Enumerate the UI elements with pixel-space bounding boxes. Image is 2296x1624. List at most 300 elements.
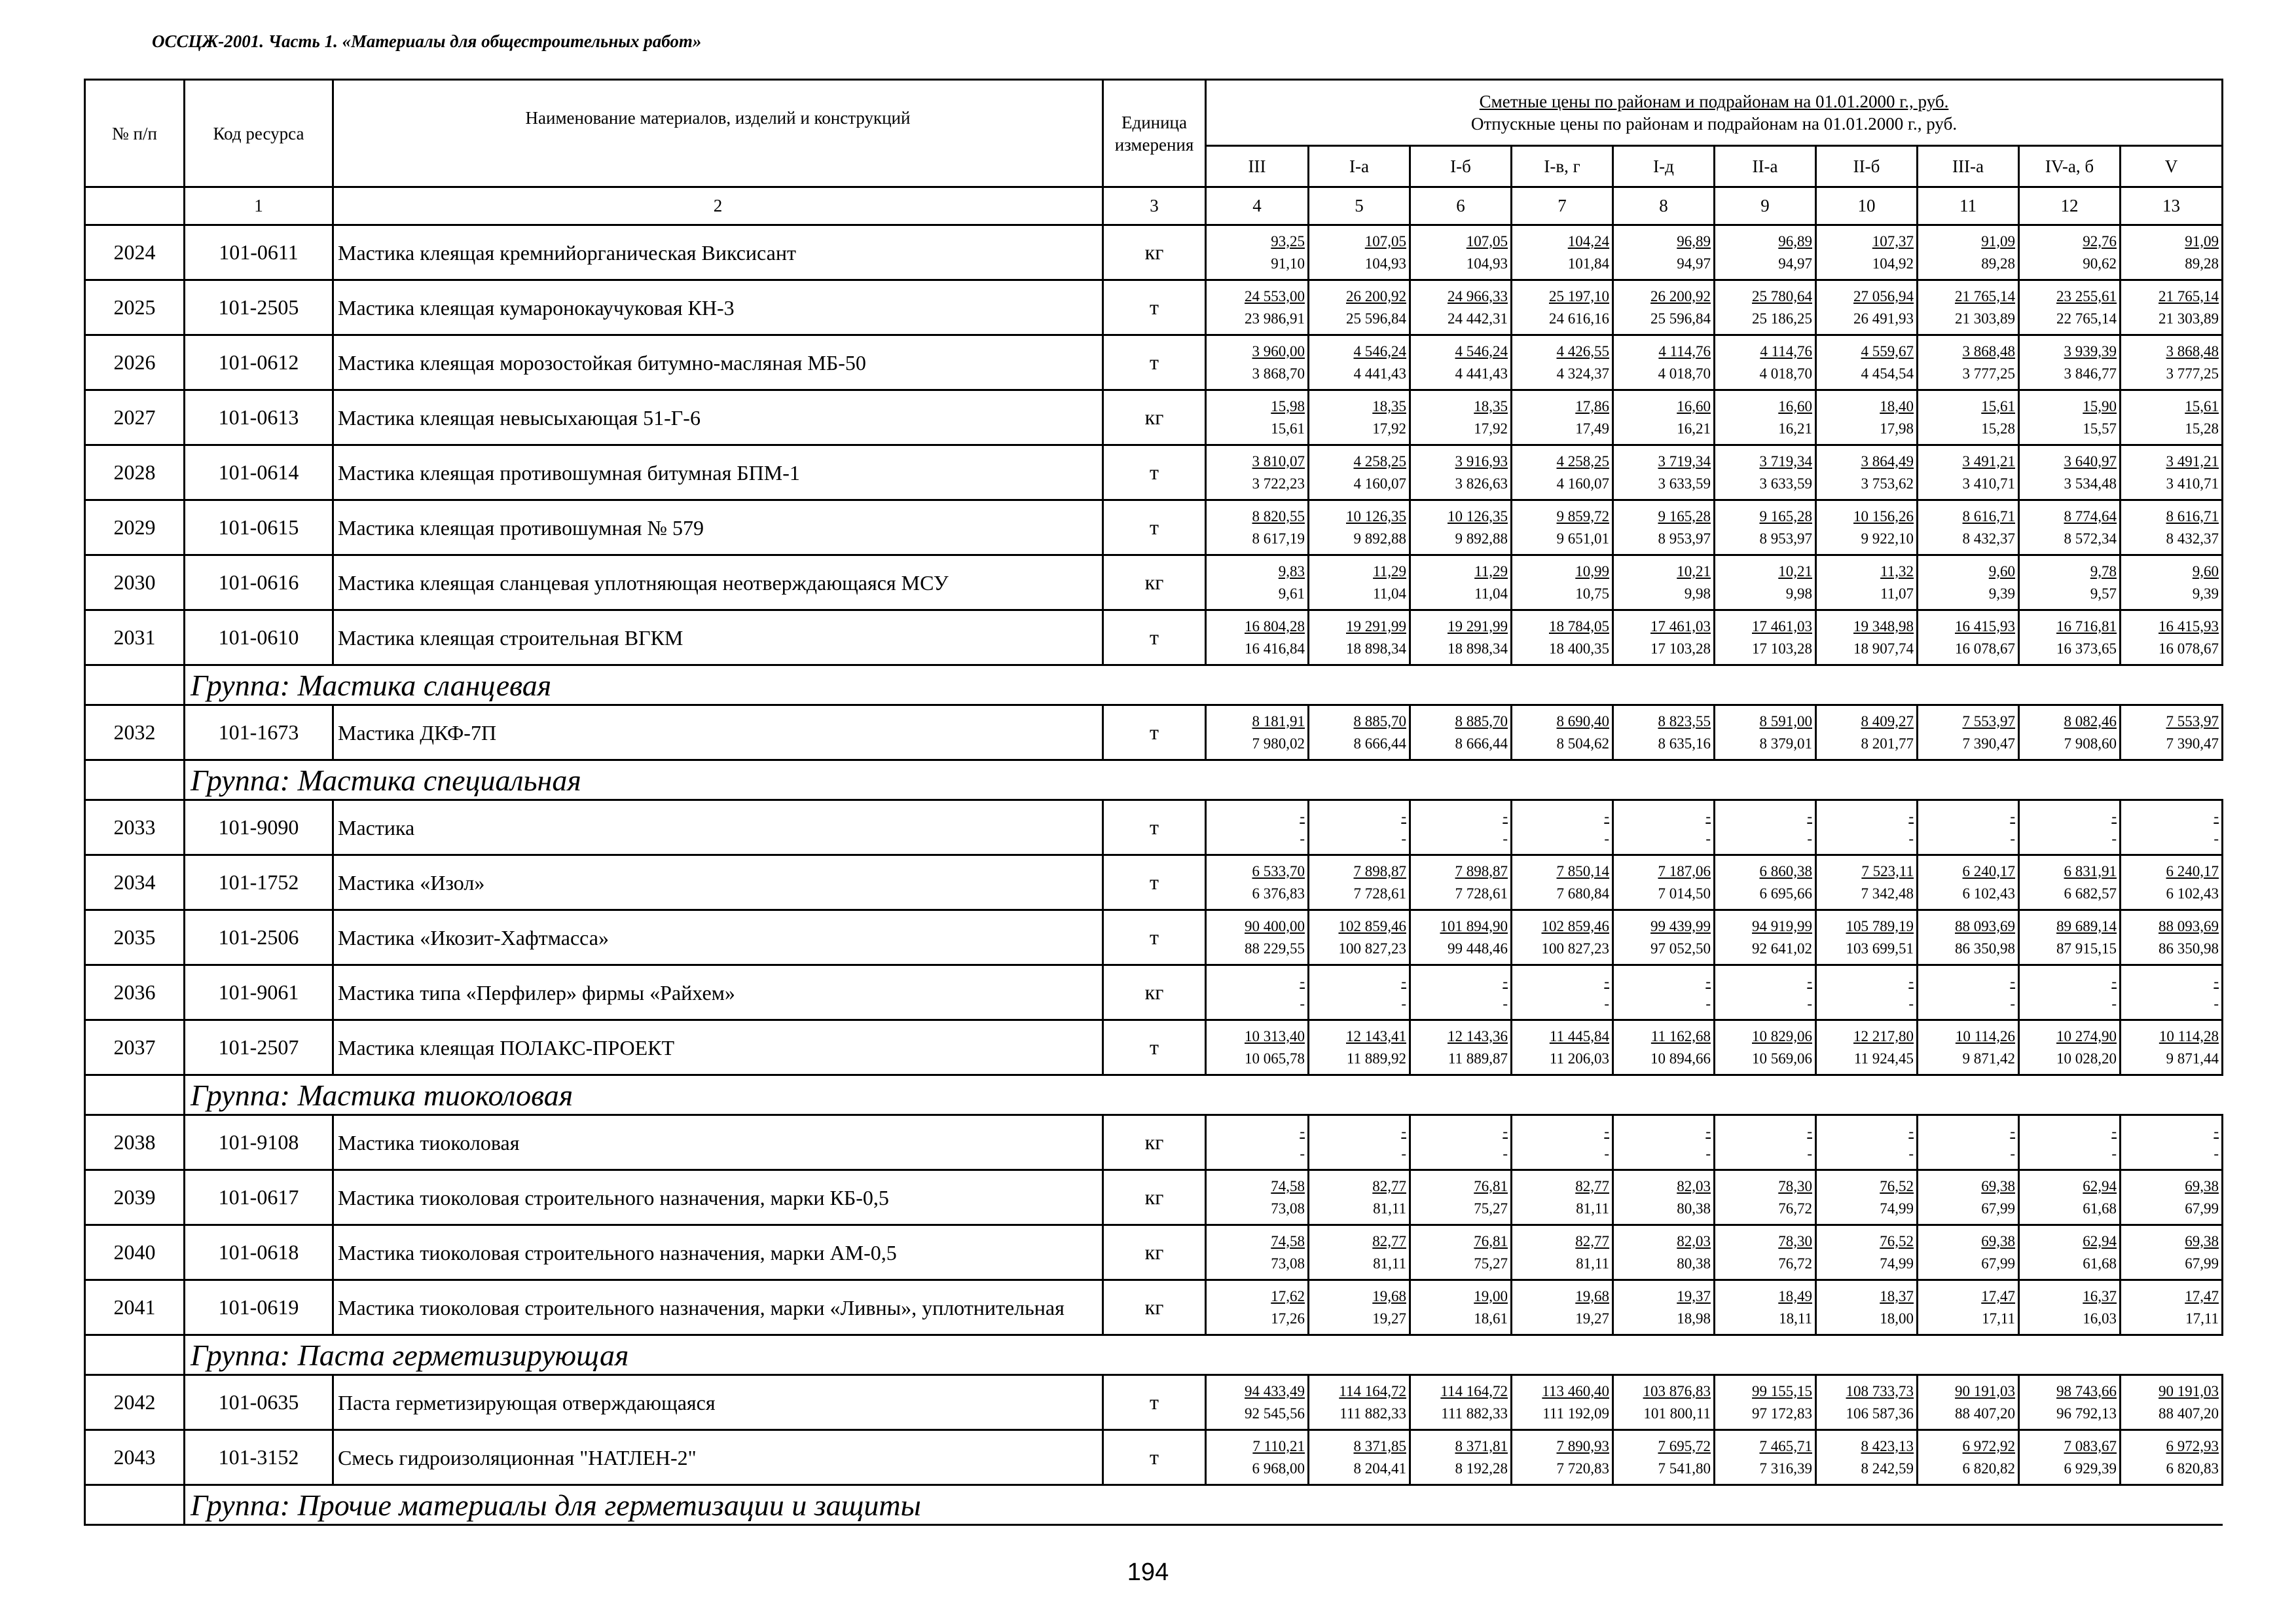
estimate-price: 10,21 (1778, 563, 1812, 580)
release-price: 81,11 (1373, 1255, 1406, 1272)
release-price: 17,92 (1372, 420, 1406, 437)
estimate-price: 3 960,00 (1252, 342, 1305, 360)
estimate-price: 11 162,68 (1650, 1027, 1711, 1044)
release-price: 89,28 (1981, 255, 2015, 272)
table-row (85, 555, 2223, 610)
price-cell (1206, 800, 1309, 855)
estimate-price: 16,60 (1778, 397, 1812, 415)
price-cell (2019, 445, 2121, 500)
group-title: Группа: Мастика сланцевая (185, 665, 2223, 705)
estimate-price: 90 191,03 (2159, 1382, 2219, 1399)
estimate-price: - (2111, 1122, 2117, 1139)
estimate-price: 4 258,25 (1556, 452, 1609, 470)
price-cell (1206, 1375, 1309, 1430)
price-cell (1206, 855, 1309, 910)
region-header: I-б (1410, 146, 1512, 187)
estimate-price: 18,49 (1778, 1287, 1812, 1304)
resource-code: 101-3152 (185, 1430, 333, 1485)
release-price: - (1908, 830, 1914, 847)
unit-of-measure: т (1103, 910, 1206, 965)
price-cell (1309, 1115, 1410, 1170)
resource-code: 101-0610 (185, 610, 333, 665)
release-price: 61,68 (2083, 1200, 2117, 1217)
release-price: 86 350,98 (2159, 940, 2219, 957)
release-price: 9,57 (2090, 585, 2117, 602)
material-name: Мастика «Изол» (333, 855, 1103, 910)
row-number: 2037 (85, 1020, 185, 1075)
price-cell (1206, 610, 1309, 665)
estimate-price: 15,90 (2083, 397, 2117, 415)
estimate-price: 8 616,71 (2166, 507, 2219, 525)
table-row (85, 500, 2223, 555)
release-price: 86 350,98 (1955, 940, 2015, 957)
estimate-price: 4 258,25 (1353, 452, 1406, 470)
estimate-price: 94 919,99 (1752, 917, 1812, 934)
estimate-price: 99 439,99 (1650, 917, 1711, 934)
estimate-price: 9,60 (1988, 563, 2015, 580)
release-price: 67,99 (2185, 1200, 2219, 1217)
price-cell (1816, 965, 1918, 1020)
estimate-price: - (2214, 1122, 2219, 1139)
price-cell (1512, 500, 1613, 555)
price-cell (1309, 390, 1410, 445)
release-price: 9 892,88 (1353, 530, 1406, 547)
release-price: 96 792,13 (2056, 1405, 2117, 1422)
column-index: 2 (333, 187, 1103, 225)
estimate-price: 10 114,26 (1955, 1027, 2015, 1044)
estimate-price: 15,61 (1981, 397, 2015, 415)
group-title: Группа: Прочие материалы для герметизации и защиты (185, 1485, 2223, 1525)
release-price: 100 827,23 (1541, 940, 1609, 957)
price-cell (1918, 500, 2019, 555)
release-price: - (1604, 995, 1609, 1012)
column-index: 1 (185, 187, 333, 225)
estimate-price: 19,00 (1474, 1287, 1508, 1304)
document-header: ОССЦЖ-2001. Часть 1. «Материалы для общестроительных работ» (152, 31, 702, 51)
estimate-price: 10 156,26 (1853, 507, 1914, 525)
price-cell (1309, 1375, 1410, 1430)
estimate-price: 19,68 (1372, 1287, 1406, 1304)
price-cell (1715, 1225, 1816, 1280)
estimate-price: 8 616,71 (1962, 507, 2015, 525)
estimate-price: 19,37 (1677, 1287, 1711, 1304)
price-cell (1512, 855, 1613, 910)
estimate-price: 6 240,17 (1962, 862, 2015, 879)
estimate-price: 103 876,83 (1643, 1382, 1711, 1399)
material-name: Мастика клеящая сланцевая уплотняющая неотверждающаяся МСУ (333, 555, 1103, 610)
estimate-price: 19 291,99 (1448, 618, 1508, 635)
price-cell (1512, 1225, 1613, 1280)
row-number: 2029 (85, 500, 185, 555)
price-cell (1309, 1430, 1410, 1485)
release-price: 4 018,70 (1658, 365, 1711, 382)
material-name: Мастика клеящая морозостойкая битумно-масляная МБ-50 (333, 335, 1103, 390)
estimate-price: - (1807, 1122, 1812, 1139)
estimate-price: 8 823,55 (1658, 712, 1711, 729)
estimate-price: 25 197,10 (1549, 287, 1609, 304)
price-cell (1715, 1020, 1816, 1075)
release-price: 9 871,42 (1962, 1050, 2015, 1067)
estimate-price: 8 409,27 (1861, 712, 1914, 729)
estimate-price: 10 114,28 (2159, 1027, 2219, 1044)
release-price: 94,97 (1677, 255, 1711, 272)
price-cell (1613, 1020, 1715, 1075)
estimate-price: - (1300, 1122, 1305, 1139)
price-cell (1613, 910, 1715, 965)
price-cell (1918, 705, 2019, 760)
material-name: Мастика клеящая кремнийорганическая Виксисант (333, 225, 1103, 280)
material-name: Мастика ДКФ-7П (333, 705, 1103, 760)
price-cell (2019, 910, 2121, 965)
region-header: I-д (1613, 146, 1715, 187)
row-number: 2024 (85, 225, 185, 280)
release-price: 103 699,51 (1846, 940, 1914, 957)
price-cell (1918, 280, 2019, 335)
release-price: 11 206,03 (1549, 1050, 1609, 1067)
resource-code: 101-2506 (185, 910, 333, 965)
estimate-price: 105 789,19 (1846, 917, 1914, 934)
price-cell (1410, 1280, 1512, 1335)
price-cell (1918, 1225, 2019, 1280)
estimate-price: 7 465,71 (1759, 1437, 1812, 1454)
table-row (85, 965, 2223, 1020)
region-header: IV-а, б (2019, 146, 2121, 187)
release-price: 76,72 (1778, 1255, 1812, 1272)
release-price: 7 980,02 (1252, 735, 1305, 752)
release-price: 15,61 (1271, 420, 1305, 437)
estimate-price: 24 553,00 (1245, 287, 1305, 304)
resource-code: 101-0635 (185, 1375, 333, 1430)
release-price: 73,08 (1271, 1255, 1305, 1272)
estimate-price: 17,86 (1575, 397, 1609, 415)
price-cell (1613, 1375, 1715, 1430)
release-price: 92 641,02 (1752, 940, 1812, 957)
release-price: 99 448,46 (1448, 940, 1508, 957)
estimate-price: 8 591,00 (1759, 712, 1812, 729)
release-price: 106 587,36 (1846, 1405, 1914, 1422)
price-cell (1512, 1115, 1613, 1170)
release-price: - (1705, 830, 1711, 847)
release-price: 15,28 (2185, 420, 2219, 437)
price-cell (1816, 280, 1918, 335)
release-price: - (1503, 830, 1508, 847)
release-price: 3 826,63 (1455, 475, 1508, 492)
estimate-price: 17,47 (2185, 1287, 2219, 1304)
release-price: 8 432,37 (1962, 530, 2015, 547)
estimate-price: 6 972,93 (2166, 1437, 2219, 1454)
price-cell (2121, 910, 2223, 965)
price-cell (1309, 1280, 1410, 1335)
estimate-price: 82,03 (1677, 1177, 1711, 1194)
release-price: 10,75 (1575, 585, 1609, 602)
material-name: Мастика тиоколовая (333, 1115, 1103, 1170)
estimate-price: 69,38 (2185, 1177, 2219, 1194)
table-row (85, 445, 2223, 500)
release-price: 3 633,59 (1759, 475, 1812, 492)
estimate-price: 19 348,98 (1853, 618, 1914, 635)
estimate-price: - (2214, 972, 2219, 989)
price-cell (1918, 965, 2019, 1020)
estimate-price: 6 533,70 (1252, 862, 1305, 879)
estimate-price: 96,89 (1677, 232, 1711, 249)
price-table (84, 79, 2223, 1526)
resource-code: 101-0617 (185, 1170, 333, 1225)
price-cell (1410, 280, 1512, 335)
release-price: 87 915,15 (2056, 940, 2117, 957)
release-price: 8 504,62 (1556, 735, 1609, 752)
col-header-prices (1206, 80, 2223, 146)
release-price: 17 103,28 (1650, 640, 1711, 657)
estimate-price: 3 491,21 (1962, 452, 2015, 470)
estimate-price: 11,29 (1474, 563, 1508, 580)
price-cell (1512, 390, 1613, 445)
estimate-price: 104,24 (1567, 232, 1609, 249)
estimate-price: - (2010, 1122, 2015, 1139)
estimate-price: 21 765,14 (2159, 287, 2219, 304)
row-number: 2030 (85, 555, 185, 610)
price-cell (1410, 910, 1512, 965)
release-price: 26 491,93 (1853, 310, 1914, 327)
estimate-price: 92,76 (2083, 232, 2117, 249)
estimate-price: 3 640,97 (2064, 452, 2117, 470)
estimate-price: 8 774,64 (2064, 507, 2117, 525)
estimate-price: - (1807, 972, 1812, 989)
price-cell (1309, 1170, 1410, 1225)
price-cell (2019, 705, 2121, 760)
material-name: Мастика клеящая противошумная № 579 (333, 500, 1103, 555)
table-row (85, 280, 2223, 335)
release-price: - (1807, 995, 1812, 1012)
table-row (85, 705, 2223, 760)
estimate-price: - (1705, 972, 1711, 989)
price-cell (1816, 910, 1918, 965)
price-cell (1309, 280, 1410, 335)
group-spacer (85, 1075, 185, 1115)
estimate-price: 23 255,61 (2056, 287, 2117, 304)
estimate-price: 15,61 (2185, 397, 2219, 415)
material-name: Мастика клеящая кумаронокаучуковая КН-3 (333, 280, 1103, 335)
release-price: 16,21 (1677, 420, 1711, 437)
group-row (85, 1335, 2223, 1375)
release-price: 17,26 (1271, 1310, 1305, 1327)
release-price: 16 373,65 (2056, 640, 2117, 657)
price-cell (1613, 1430, 1715, 1485)
estimate-price: - (1300, 972, 1305, 989)
price-cell (1309, 800, 1410, 855)
column-index: 9 (1715, 187, 1816, 225)
release-price: - (1705, 1145, 1711, 1162)
release-price: 21 303,89 (1955, 310, 2015, 327)
column-index: 11 (1918, 187, 2019, 225)
table-row (85, 390, 2223, 445)
price-cell (1410, 1430, 1512, 1485)
material-name: Мастика типа «Перфилер» фирмы «Райхем» (333, 965, 1103, 1020)
region-header: III (1206, 146, 1309, 187)
estimate-price: 12 217,80 (1853, 1027, 1914, 1044)
price-cell (1206, 1430, 1309, 1485)
price-cell (1309, 910, 1410, 965)
price-cell (2019, 965, 2121, 1020)
release-price: 10 569,06 (1752, 1050, 1812, 1067)
price-cell (1816, 555, 1918, 610)
estimate-price: 6 972,92 (1962, 1437, 2015, 1454)
estimate-price: 93,25 (1271, 232, 1305, 249)
release-price: 89,28 (2185, 255, 2219, 272)
price-cell (1512, 1375, 1613, 1430)
release-price: 6 376,83 (1252, 885, 1305, 902)
table-row (85, 800, 2223, 855)
price-cell (1309, 445, 1410, 500)
unit-of-measure: т (1103, 800, 1206, 855)
estimate-price: 16 716,81 (2056, 618, 2117, 635)
estimate-price: - (2214, 807, 2219, 824)
price-cell (1206, 1020, 1309, 1075)
estimate-price: 4 114,76 (1760, 342, 1812, 360)
release-price: 24 442,31 (1448, 310, 1508, 327)
release-price: 6 968,00 (1252, 1460, 1305, 1477)
price-cell (1309, 335, 1410, 390)
estimate-price: 7 890,93 (1556, 1437, 1609, 1454)
price-cell (2121, 1375, 2223, 1430)
price-cell (1816, 1170, 1918, 1225)
estimate-price: 17,62 (1271, 1287, 1305, 1304)
estimate-price: 3 916,93 (1455, 452, 1508, 470)
estimate-price: 78,30 (1778, 1232, 1812, 1249)
release-price: 18 898,34 (1346, 640, 1406, 657)
group-title: Группа: Мастика специальная (185, 760, 2223, 800)
release-price: - (2111, 830, 2117, 847)
price-cell (1206, 390, 1309, 445)
estimate-price: 17 461,03 (1650, 618, 1711, 635)
release-price: 7 014,50 (1658, 885, 1711, 902)
price-cell (1512, 705, 1613, 760)
estimate-price: 24 966,33 (1448, 287, 1508, 304)
estimate-price: - (1503, 1122, 1508, 1139)
estimate-price: 89 689,14 (2056, 917, 2117, 934)
price-cell (1715, 800, 1816, 855)
group-title: Группа: Мастика тиоколовая (185, 1075, 2223, 1115)
estimate-price: 8 371,81 (1455, 1437, 1508, 1454)
release-price: 6 820,83 (2166, 1460, 2219, 1477)
release-price: 6 102,43 (1962, 885, 2015, 902)
price-cell (1918, 1020, 2019, 1075)
unit-of-measure: кг (1103, 1115, 1206, 1170)
release-price: 7 908,60 (2064, 735, 2117, 752)
col-header-unit: Единица измерения (1103, 80, 1206, 187)
release-price: 7 390,47 (1962, 735, 2015, 752)
price-cell (1715, 225, 1816, 280)
release-price: 23 986,91 (1245, 310, 1305, 327)
estimate-price: 102 859,46 (1338, 917, 1406, 934)
estimate-price: 16 804,28 (1245, 618, 1305, 635)
release-price: - (2010, 995, 2015, 1012)
estimate-price: 9 165,28 (1759, 507, 1812, 525)
release-price: 18,98 (1677, 1310, 1711, 1327)
price-cell (2121, 1430, 2223, 1485)
estimate-price: - (1908, 972, 1914, 989)
table-row (85, 335, 2223, 390)
estimate-price: 3 810,07 (1252, 452, 1305, 470)
unit-of-measure: кг (1103, 965, 1206, 1020)
price-cell (1816, 390, 1918, 445)
price-cell (1410, 1020, 1512, 1075)
release-price: 3 722,23 (1252, 475, 1305, 492)
release-price: 9,39 (2192, 585, 2219, 602)
price-cell (1715, 390, 1816, 445)
release-price: 3 753,62 (1861, 475, 1914, 492)
row-number: 2038 (85, 1115, 185, 1170)
column-index: 5 (1309, 187, 1410, 225)
release-price: - (1503, 995, 1508, 1012)
estimate-price: 88 093,69 (2159, 917, 2219, 934)
material-name: Паста герметизирующая отверждающаяся (333, 1375, 1103, 1430)
release-price: 6 929,39 (2064, 1460, 2117, 1477)
price-cell (1410, 855, 1512, 910)
price-cell (1613, 555, 1715, 610)
estimate-price: - (2010, 807, 2015, 824)
estimate-price: 114 164,72 (1440, 1382, 1508, 1399)
release-price: 74,99 (1880, 1255, 1914, 1272)
price-cell (1512, 910, 1613, 965)
estimate-price: 7 187,06 (1658, 862, 1711, 879)
estimate-price: 11,32 (1880, 563, 1914, 580)
release-price: - (1807, 1145, 1812, 1162)
price-cell (1613, 1170, 1715, 1225)
row-number: 2043 (85, 1430, 185, 1485)
estimate-price: - (1503, 972, 1508, 989)
material-name: Мастика клеящая невысыхающая 51-Г-6 (333, 390, 1103, 445)
estimate-price: - (1604, 972, 1609, 989)
estimate-price: 78,30 (1778, 1177, 1812, 1194)
release-price: 8 666,44 (1353, 735, 1406, 752)
row-number: 2026 (85, 335, 185, 390)
release-price: 7 728,61 (1353, 885, 1406, 902)
price-cell (1613, 1225, 1715, 1280)
estimate-price: 82,77 (1372, 1177, 1406, 1194)
header-row-top (85, 80, 2223, 146)
price-cell (2019, 1170, 2121, 1225)
price-cell (2121, 1280, 2223, 1335)
release-price: 73,08 (1271, 1200, 1305, 1217)
resource-code: 101-1673 (185, 705, 333, 760)
release-price: 97 052,50 (1650, 940, 1711, 957)
unit-of-measure: т (1103, 280, 1206, 335)
price-cell (1410, 800, 1512, 855)
release-price: 8 204,41 (1353, 1460, 1406, 1477)
price-cell (1206, 280, 1309, 335)
unit-of-measure: т (1103, 1375, 1206, 1430)
price-cell (1613, 800, 1715, 855)
group-spacer (85, 1485, 185, 1525)
release-price: 74,99 (1880, 1200, 1914, 1217)
price-cell (2019, 500, 2121, 555)
release-price: 7 680,84 (1556, 885, 1609, 902)
price-cell (1206, 225, 1309, 280)
table-row (85, 225, 2223, 280)
resource-code: 101-0613 (185, 390, 333, 445)
estimate-price: - (2111, 972, 2117, 989)
price-cell (1309, 855, 1410, 910)
price-cell (1410, 390, 1512, 445)
release-price: - (2111, 995, 2117, 1012)
column-index: 13 (2121, 187, 2223, 225)
release-price: 17,49 (1575, 420, 1609, 437)
unit-of-measure: кг (1103, 225, 1206, 280)
price-cell (1715, 500, 1816, 555)
group-row (85, 1075, 2223, 1115)
price-cell (1206, 1170, 1309, 1225)
estimate-price: 102 859,46 (1541, 917, 1609, 934)
